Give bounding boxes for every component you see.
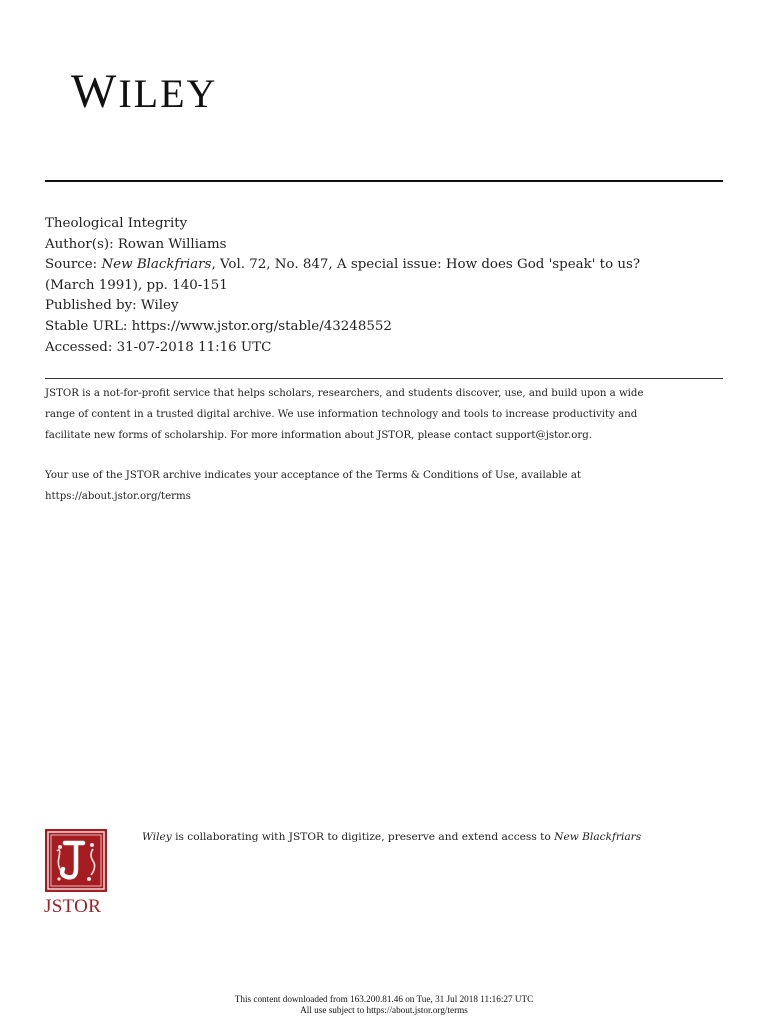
article-title: Theological Integrity bbox=[45, 216, 188, 231]
source-prefix: Source: bbox=[45, 257, 102, 273]
collab-publisher: Wiley bbox=[142, 831, 172, 843]
wiley-logo bbox=[71, 65, 218, 118]
citation-block bbox=[45, 214, 725, 358]
stable-url[interactable]: Stable URL: https://www.jstor.org/stable/43248552 bbox=[45, 318, 392, 334]
top-divider bbox=[45, 180, 723, 182]
middle-divider bbox=[45, 378, 723, 379]
wiley-logo-initial: W bbox=[71, 65, 119, 118]
footer-download-line: This content downloaded from 163.200.81.46 on Tue, 31 Jul 2018 11:16:27 UTC bbox=[234, 994, 534, 1004]
collaboration-statement bbox=[142, 831, 641, 843]
article-source-date: (March 1991), pp. 140-151 bbox=[45, 277, 228, 293]
article-source bbox=[45, 255, 725, 276]
collab-journal: New Blackfriars bbox=[554, 831, 642, 843]
source-details: , Vol. 72, No. 847, A special issue: How does God 'speak' to us? bbox=[211, 257, 641, 273]
terms-line: Your use of the JSTOR archive indicates your acceptance of the Terms & Conditions of Use, available at bbox=[45, 470, 581, 481]
article-publisher: Published by: Wiley bbox=[45, 298, 179, 314]
notice-line: facilitate new forms of scholarship. For more information about JSTOR, please contact support@jstor.org. bbox=[45, 429, 593, 441]
terms-url[interactable]: https://about.jstor.org/terms bbox=[45, 490, 191, 502]
notice-line: JSTOR is a not-for-profit service that helps scholars, researchers, and students discover, use, and build upon a wide bbox=[45, 388, 644, 399]
wiley-logo-rest: ILEY bbox=[118, 71, 218, 116]
collab-text: is collaborating with JSTOR to digitize, preserve and extend access to bbox=[171, 831, 555, 843]
terms-notice-paragraph bbox=[45, 466, 725, 508]
download-footer bbox=[0, 994, 768, 1015]
article-authors: Author(s): Rowan Williams bbox=[45, 236, 227, 252]
jstor-seal-icon bbox=[45, 829, 107, 892]
jstor-notice-paragraph bbox=[45, 384, 725, 446]
accessed-date: Accessed: 31-07-2018 11:16 UTC bbox=[45, 339, 272, 355]
jstor-logo-text: JSTOR bbox=[44, 896, 102, 917]
source-journal[interactable]: New Blackfriars bbox=[101, 257, 212, 273]
footer-terms-line: All use subject to https://about.jstor.org/terms bbox=[300, 1004, 468, 1015]
notice-line: range of content in a trusted digital archive. We use information technology and tools to increase productivity and bbox=[45, 408, 638, 420]
